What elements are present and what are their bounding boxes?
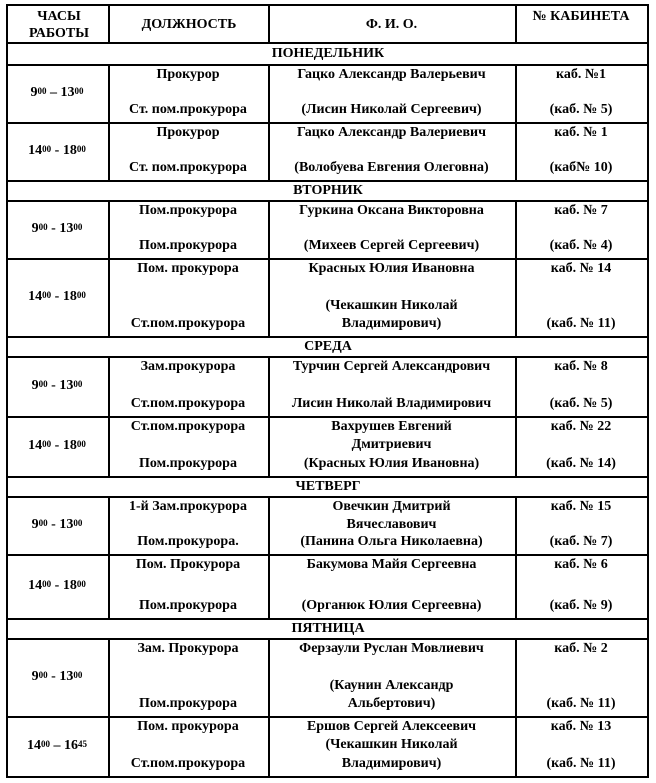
- cabinet-primary: каб. № 8: [554, 359, 608, 374]
- cabinet-secondary: (каб. № 11): [546, 696, 616, 711]
- table-border-top: [6, 4, 649, 6]
- cabinet-secondary: (каб. № 7): [549, 534, 613, 549]
- position-secondary: Ст. пом.прокурора: [129, 160, 247, 175]
- header-fio-text: Ф. И. О.: [365, 17, 418, 32]
- position-primary: Ст.пом.прокурора: [130, 419, 246, 434]
- header-cabinet-text: № КАБИНЕТА: [532, 9, 630, 24]
- header-position-text: ДОЛЖНОСТЬ: [141, 17, 237, 32]
- time-range: $14^{00} - 18^{00}$: [28, 289, 86, 304]
- fio-line: Альбертович): [347, 696, 436, 711]
- time-range: $9^{00} - 13^{00}$: [31, 669, 83, 684]
- cabinet-secondary: (каб. № 14): [546, 456, 616, 471]
- fio-line: Вячеславович: [346, 517, 437, 532]
- fio-line: (Чекашкин Николай: [325, 737, 458, 752]
- row-divider: [6, 776, 649, 778]
- time-range: $14^{00} - 18^{00}$: [28, 143, 86, 158]
- position-secondary: Ст.пом.прокурора: [130, 396, 246, 411]
- cabinet-secondary: (каб. № 5): [549, 102, 613, 117]
- fio-line: Ферзаули Руслан Мовлиевич: [299, 641, 484, 656]
- header-divider: [6, 42, 649, 44]
- position-primary: Пом.прокурора: [139, 203, 237, 218]
- fio-line: (Панина Ольга Николаевна): [300, 534, 483, 549]
- header-col-divider: [515, 4, 517, 42]
- day-title-4: ЧЕТВЕРГ: [295, 479, 361, 494]
- cabinet-secondary: (каб. № 11): [546, 756, 616, 771]
- cabinet-secondary: (каб. № 5): [549, 396, 613, 411]
- time-range: $9^{00} - 13^{00}$: [31, 517, 83, 532]
- cabinet-primary: каб. № 14: [550, 261, 612, 276]
- fio-line: Вахрушев Евгений: [331, 419, 452, 434]
- fio-line: Красных Юлия Ивановна: [308, 261, 475, 276]
- cabinet-secondary: (каб. № 9): [549, 598, 613, 613]
- position-secondary: Пом.прокурора.: [137, 534, 239, 549]
- position-primary: Пом. Прокурора: [135, 557, 241, 572]
- time-range: $9^{00} - 13^{00}$: [31, 378, 83, 393]
- header-col-divider: [268, 4, 270, 42]
- position-primary: Прокурор: [156, 125, 220, 140]
- day-title-3: СРЕДА: [304, 339, 352, 354]
- fio-line: Турчин Сергей Александрович: [292, 359, 491, 374]
- header-fio: [268, 16, 515, 33]
- header-hours-text: ЧАСЫ РАБОТЫ: [28, 9, 89, 41]
- position-secondary: Пом.прокурора: [139, 238, 237, 253]
- day-title-5: ПЯТНИЦА: [291, 621, 365, 636]
- cabinet-primary: каб. № 22: [550, 419, 612, 434]
- time-range: $14^{00} - 16^{45}$: [27, 738, 87, 753]
- time-range: $9^{00} - 13^{00}$: [31, 221, 83, 236]
- position-secondary: Ст. пом.прокурора: [129, 102, 247, 117]
- fio-line: Гацко Александр Валерьевич: [297, 67, 486, 82]
- position-secondary: Пом.прокурора: [139, 456, 237, 471]
- header-position: [110, 16, 268, 33]
- position-primary: Пом. прокурора: [137, 261, 239, 276]
- cabinet-secondary: (каб. № 11): [546, 316, 616, 331]
- fio-line: (Волобуева Евгения Олеговна): [294, 160, 489, 175]
- fio-line: Гацко Александр Валериевич: [297, 125, 486, 140]
- fio-line: Лисин Николай Владимирович: [291, 396, 492, 411]
- fio-line: (Красных Юлия Ивановна): [303, 456, 480, 471]
- fio-line: Ершов Сергей Алексеевич: [306, 719, 477, 734]
- cabinet-secondary: (каб№ 10): [549, 160, 613, 175]
- position-primary: 1-й Зам.прокурора: [129, 499, 247, 514]
- cabinet-primary: каб. № 6: [554, 557, 608, 572]
- fio-line: Владимирович): [341, 756, 442, 771]
- table-border-right: [647, 4, 649, 778]
- fio-line: (Органюк Юлия Сергеевна): [301, 598, 482, 613]
- fio-line: Гуркина Оксана Викторовна: [299, 203, 484, 218]
- position-primary: Прокурор: [156, 67, 220, 82]
- fio-line: Овечкин Дмитрий: [332, 499, 451, 514]
- position-secondary: Пом.прокурора: [139, 598, 237, 613]
- position-primary: Пом. прокурора: [137, 719, 239, 734]
- fio-line: Дмитриевич: [351, 437, 432, 452]
- cabinet-primary: каб. № 13: [550, 719, 612, 734]
- header-col-divider: [108, 4, 110, 42]
- day-title-2: ВТОРНИК: [293, 183, 363, 198]
- cabinet-primary: каб. № 2: [554, 641, 608, 656]
- time-range: $14^{00} - 18^{00}$: [28, 438, 86, 453]
- cabinet-primary: каб. № 7: [554, 203, 608, 218]
- fio-line: Владимирович): [341, 316, 442, 331]
- time-range: $9^{00} - 13^{00}$: [30, 85, 84, 100]
- time-range: $14^{00} - 18^{00}$: [28, 578, 86, 593]
- header-hours: [8, 8, 110, 42]
- position-secondary: Ст.пом.прокурора: [130, 756, 246, 771]
- cabinet-primary: каб. № 15: [550, 499, 612, 514]
- fio-line: (Лисин Николай Сергеевич): [301, 102, 482, 117]
- position-secondary: Пом.прокурора: [139, 696, 237, 711]
- fio-line: (Михеев Сергей Сергеевич): [303, 238, 480, 253]
- fio-line: Бакумова Майя Сергеевна: [306, 557, 477, 572]
- cabinet-primary: каб. № 1: [554, 125, 608, 140]
- cabinet-secondary: (каб. № 4): [549, 238, 613, 253]
- fio-line: (Чекашкин Николай: [325, 298, 458, 313]
- header-cabinet: [515, 8, 647, 25]
- cabinet-primary: каб. №1: [556, 67, 606, 82]
- position-secondary: Ст.пом.прокурора: [130, 316, 246, 331]
- day-title-1: ПОНЕДЕЛЬНИК: [271, 46, 385, 61]
- position-primary: Зам. Прокурора: [137, 641, 239, 656]
- fio-line: (Каунин Александр: [329, 678, 454, 693]
- position-primary: Зам.прокурора: [140, 359, 236, 374]
